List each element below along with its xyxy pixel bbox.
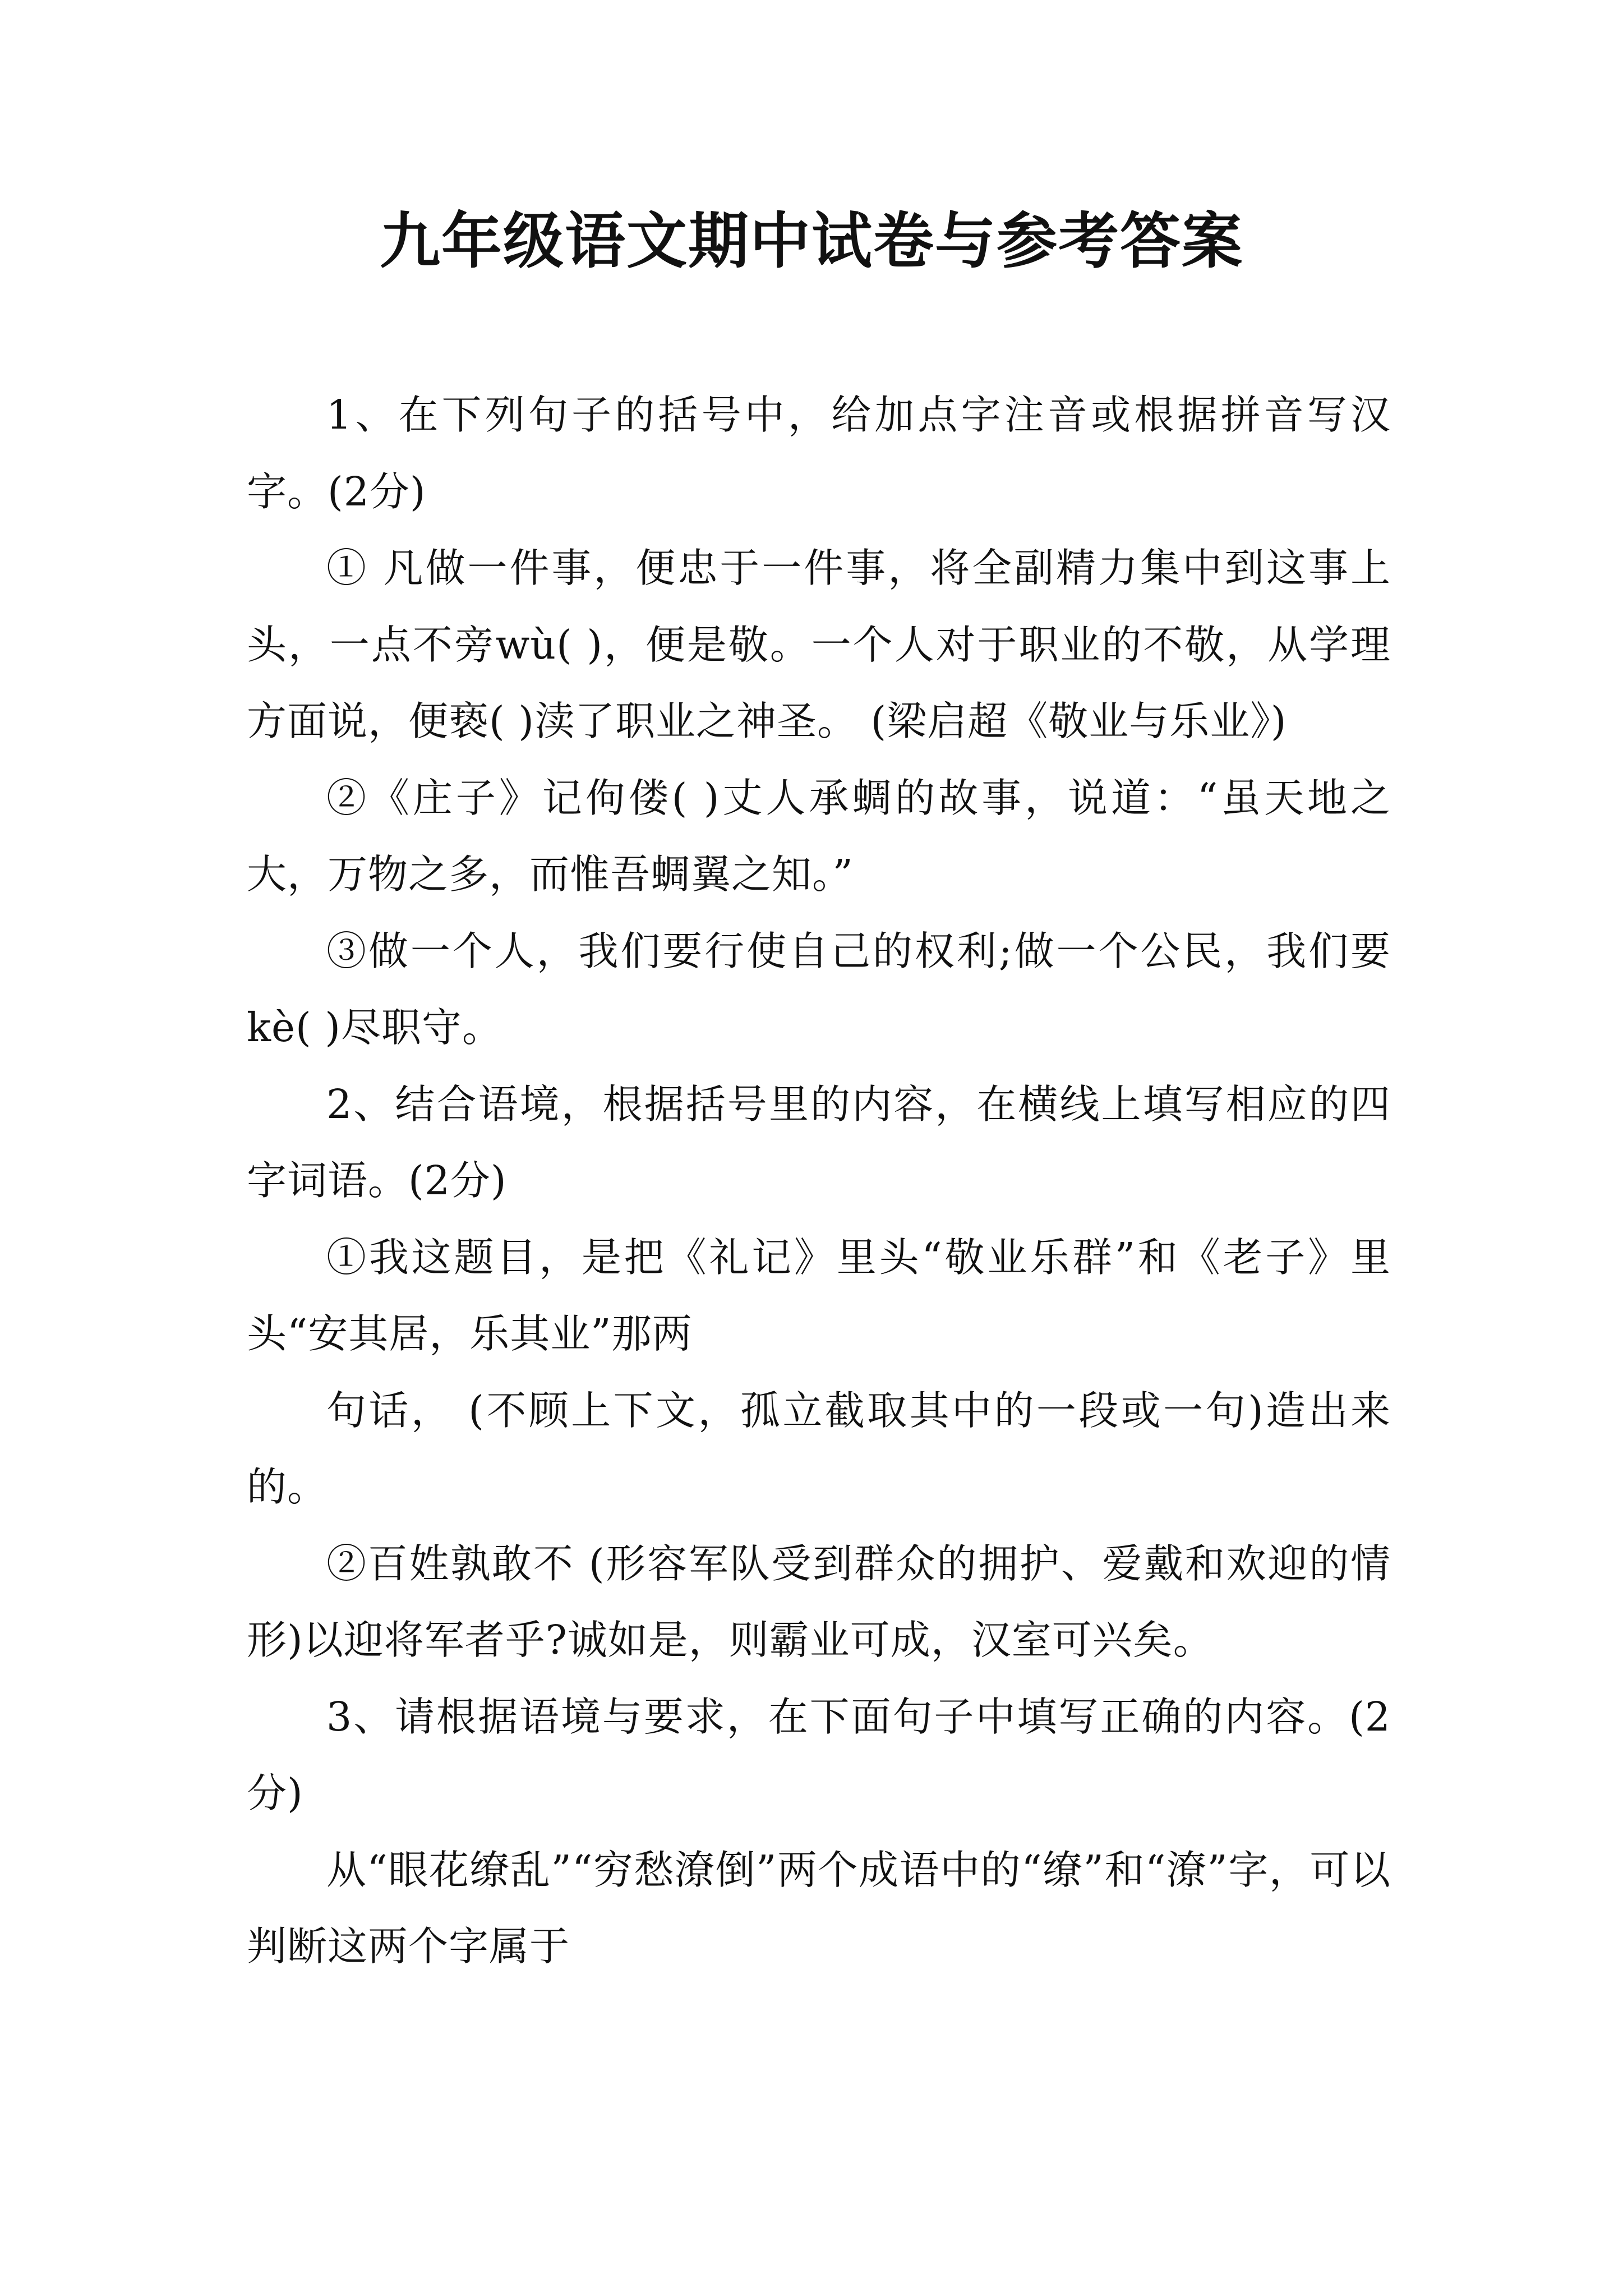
question-3-prompt: 从“眼花缭乱”“穷愁潦倒”两个成语中的“缭”和“潦”字，可以判断这两个字属于 xyxy=(247,1846,1391,1970)
question-1-paragraph: 1、在下列句子的括号中，给加点字注音或根据拼音写汉字。(2分) xyxy=(247,392,1391,515)
question-1-item-3: ③做一个人，我们要行使自己的权利;做一个公民，我们要kè( )尽职守。 xyxy=(247,927,1391,1051)
document-title: 九年级语文期中试卷与参考答案 xyxy=(379,206,1243,277)
question-2-paragraph: 2、结合语境，根据括号里的内容，在横线上填写相应的四字词语。(2分) xyxy=(247,1080,1391,1204)
question-2-item-1-part-1: ①我这题目，是把《礼记》里头“敬业乐群”和《老子》里头“安其居，乐其业”那两 xyxy=(247,1234,1391,1357)
question-2-item-1-part-2: 句话， (不顾上下文，孤立截取其中的一段或一句)造出来的。 xyxy=(247,1387,1391,1510)
question-2-item-2: ②百姓孰敢不 (形容军队受到群众的拥护、爱戴和欢迎的情形)以迎将军者乎?诚如是，则霸业可成，汉室可兴矣。 xyxy=(247,1540,1391,1663)
document-body xyxy=(247,377,1391,1985)
question-1-item-1: ① 凡做一件事，便忠于一件事，将全副精力集中到这事上头，一点不旁wù( )，便是敬。一个人对于职业的不敬，从学理方面说，便亵( )渎了职业之神圣。 (梁启超《敬业与乐业》) xyxy=(247,545,1391,744)
question-1-item-2: ②《庄子》记佝偻( )丈人承蜩的故事，说道：“虽天地之大，万物之多，而惟吾蜩翼之知。” xyxy=(247,774,1391,898)
question-3-paragraph: 3、请根据语境与要求，在下面句子中填写正确的内容。(2分) xyxy=(247,1693,1391,1816)
